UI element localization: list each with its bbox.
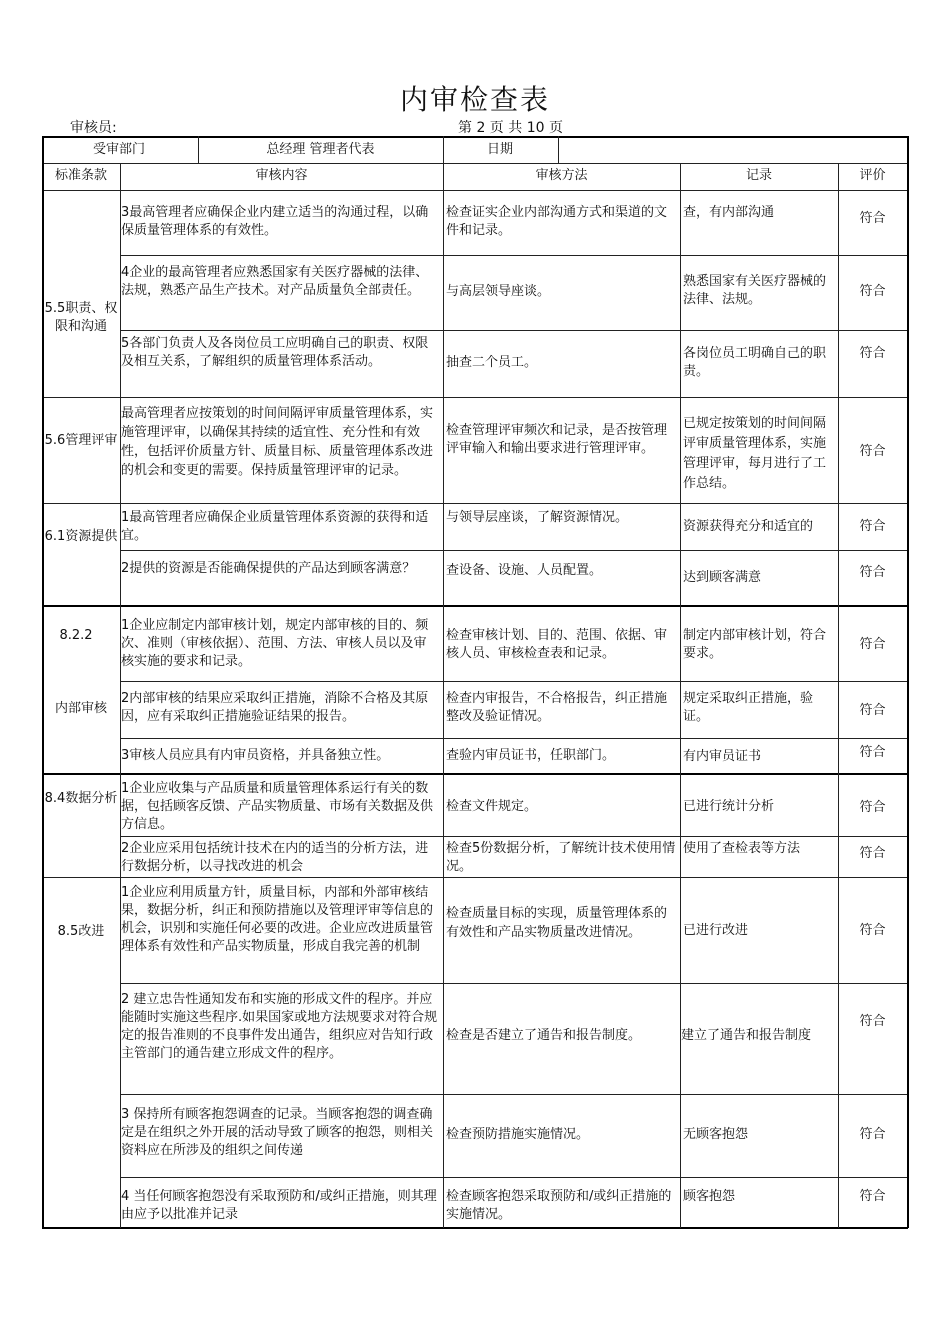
header-record: 记录 bbox=[745, 168, 772, 183]
clause-label: 内部审核 bbox=[54, 701, 107, 716]
audit-record: 已规定按策划的时间间隔评审质量管理体系，实施管理评审，每月进行了工作总结。 bbox=[683, 416, 827, 491]
evaluation: 符合 bbox=[859, 800, 886, 815]
audit-content: 2 建立忠告性通知发布和实施的形成文件的程序。并应能随时实施这些程序.如果国家或地方法规要求对符合规定的报告准则的不良事件发出通告，组织应对告知行政主管部门的通告建立形成文件的程序。 bbox=[121, 992, 438, 1061]
auditor-label: 审核员: bbox=[70, 120, 117, 136]
audit-content: 2提供的资源是否能确保提供的产品达到顾客满意？ bbox=[121, 561, 416, 576]
audit-content: 3最高管理者应确保企业内建立适当的沟通过程，以确保质量管理体系的有效性。 bbox=[121, 205, 429, 238]
audit-method: 检查5份数据分析，了解统计技术使用情况。 bbox=[446, 841, 676, 874]
audit-method: 检查文件规定。 bbox=[446, 799, 538, 814]
audit-record: 有内审员证书 bbox=[683, 749, 762, 764]
audit-record: 制定内部审核计划，符合要求。 bbox=[683, 628, 827, 661]
page-number-info: 第 2 页 共 10 页 bbox=[458, 120, 563, 136]
clause-label: 8.4数据分析 bbox=[44, 791, 118, 806]
audit-method: 查验内审员证书，任职部门。 bbox=[446, 748, 616, 763]
header-content: 审核内容 bbox=[255, 168, 308, 183]
audit-content: 2企业应采用包括统计技术在内的适当的分析方法，进行数据分析，以寻找改进的机会 bbox=[121, 841, 429, 874]
audit-content: 3审核人员应具有内审员资格，并具备独立性。 bbox=[121, 748, 390, 763]
audit-method: 与领导层座谈，了解资源情况。 bbox=[446, 510, 629, 525]
evaluation: 符合 bbox=[859, 519, 886, 534]
dept-label: 受审部门 bbox=[92, 142, 145, 157]
evaluation: 符合 bbox=[859, 284, 886, 299]
audit-method: 检查管理评审频次和记录，是否按管理评审输入和输出要求进行管理评审。 bbox=[446, 423, 668, 456]
audit-record: 已进行统计分析 bbox=[683, 799, 775, 814]
audit-method: 查设备、设施、人员配置。 bbox=[446, 563, 603, 578]
evaluation: 符合 bbox=[859, 1189, 886, 1204]
audit-method: 检查内审报告，不合格报告，纠正措施整改及验证情况。 bbox=[446, 691, 668, 724]
evaluation: 符合 bbox=[859, 565, 886, 580]
clause-label: 5.5职责、权限和沟通 bbox=[44, 301, 118, 334]
clause-label: 8.2.2 bbox=[59, 628, 93, 643]
clause-label: 6.1资源提供 bbox=[44, 529, 118, 544]
evaluation: 符合 bbox=[859, 1014, 886, 1029]
audit-content: 最高管理者应按策划的时间间隔评审质量管理体系，实施管理评审，以确保其持续的适宜性、充分性和有效性，包括评价质量方针、质量目标、质量管理体系改进的机会和变更的需要。保持质量管理评审的记录。 bbox=[121, 406, 434, 478]
audit-record: 规定采取纠正措施，验证。 bbox=[683, 691, 814, 724]
audit-content: 4企业的最高管理者应熟悉国家有关医疗器械的法律、法规，熟悉产品生产技术。对产品质量负全部责任。 bbox=[121, 265, 429, 298]
evaluation: 符合 bbox=[859, 846, 886, 861]
dept-value: 总经理 管理者代表 bbox=[266, 142, 375, 157]
date-label: 日期 bbox=[487, 142, 514, 157]
audit-method: 检查证实企业内部沟通方式和渠道的文件和记录。 bbox=[446, 205, 668, 238]
evaluation: 符合 bbox=[859, 745, 886, 760]
audit-record: 熟悉国家有关医疗器械的法律、法规。 bbox=[683, 274, 827, 307]
audit-content: 3 保持所有顾客抱怨调查的记录。当顾客抱怨的调查确定是在组织之外开展的活动导致了顾客的抱怨，则相关资料应在所涉及的组织之间传递 bbox=[121, 1107, 434, 1158]
audit-record: 资源获得充分和适宜的 bbox=[683, 519, 814, 534]
page-title: 内审检查表 bbox=[399, 83, 550, 116]
audit-method: 与高层领导座谈。 bbox=[446, 284, 551, 299]
audit-record: 各岗位员工明确自己的职责。 bbox=[683, 346, 827, 379]
header-method: 审核方法 bbox=[535, 168, 588, 183]
audit-method: 检查是否建立了通告和报告制度。 bbox=[446, 1028, 642, 1043]
audit-method: 检查预防措施实施情况。 bbox=[446, 1127, 590, 1142]
audit-content: 4 当任何顾客抱怨没有采取预防和/或纠正措施，则其理由应予以批准并记录 bbox=[121, 1189, 437, 1222]
evaluation: 符合 bbox=[859, 703, 886, 718]
audit-record: 建立了通告和报告制度 bbox=[681, 1028, 812, 1043]
audit-method: 抽查二个员工。 bbox=[446, 355, 538, 370]
audit-content: 2内部审核的结果应采取纠正措施，消除不合格及其原因，应有采取纠正措施验证结果的报告。 bbox=[121, 691, 429, 724]
audit-record: 顾客抱怨 bbox=[683, 1189, 736, 1204]
audit-content: 1企业应利用质量方针，质量目标，内部和外部审核结果，数据分析，纠正和预防措施以及管理评审等信息的机会，识别和实施任何必要的改进。企业应改进质量管理体系有效性和产品实物质量，形成自我完善的机制 bbox=[121, 885, 434, 954]
evaluation: 符合 bbox=[859, 923, 886, 938]
audit-record: 使用了查检表等方法 bbox=[683, 841, 801, 856]
header-clause: 标准条款 bbox=[54, 168, 107, 183]
audit-record: 达到顾客满意 bbox=[683, 570, 762, 585]
audit-record: 已进行改进 bbox=[683, 923, 749, 938]
header-eval: 评价 bbox=[859, 168, 886, 183]
evaluation: 符合 bbox=[859, 1127, 886, 1142]
audit-method: 检查质量目标的实现，质量管理体系的有效性和产品实物质量改进情况。 bbox=[446, 906, 668, 940]
audit-content: 1企业应收集与产品质量和质量管理体系运行有关的数据，包括顾客反馈、产品实物质量、市场有关数据及供方信息。 bbox=[121, 781, 434, 832]
evaluation: 符合 bbox=[859, 211, 886, 226]
audit-method: 检查顾客抱怨采取预防和/或纠正措施的实施情况。 bbox=[446, 1189, 672, 1222]
audit-record: 无顾客抱怨 bbox=[683, 1127, 749, 1142]
clause-label: 8.5改进 bbox=[57, 924, 105, 939]
clause-label: 5.6管理评审 bbox=[44, 433, 118, 448]
audit-content: 1最高管理者应确保企业质量管理体系资源的获得和适宜。 bbox=[121, 510, 429, 543]
audit-content: 1企业应制定内部审核计划，规定内部审核的目的、频次、准则（审核依据）、范围、方法、审核人员以及审核实施的要求和记录。 bbox=[121, 618, 429, 669]
evaluation: 符合 bbox=[859, 637, 886, 652]
evaluation: 符合 bbox=[859, 346, 886, 361]
audit-content: 5各部门负责人及各岗位员工应明确自己的职责、权限及相互关系，了解组织的质量管理体系活动。 bbox=[121, 336, 429, 369]
audit-record: 查，有内部沟通 bbox=[683, 205, 775, 220]
evaluation: 符合 bbox=[859, 444, 886, 459]
audit-method: 检查审核计划、目的、范围、依据、审核人员、审核检查表和记录。 bbox=[446, 628, 668, 661]
